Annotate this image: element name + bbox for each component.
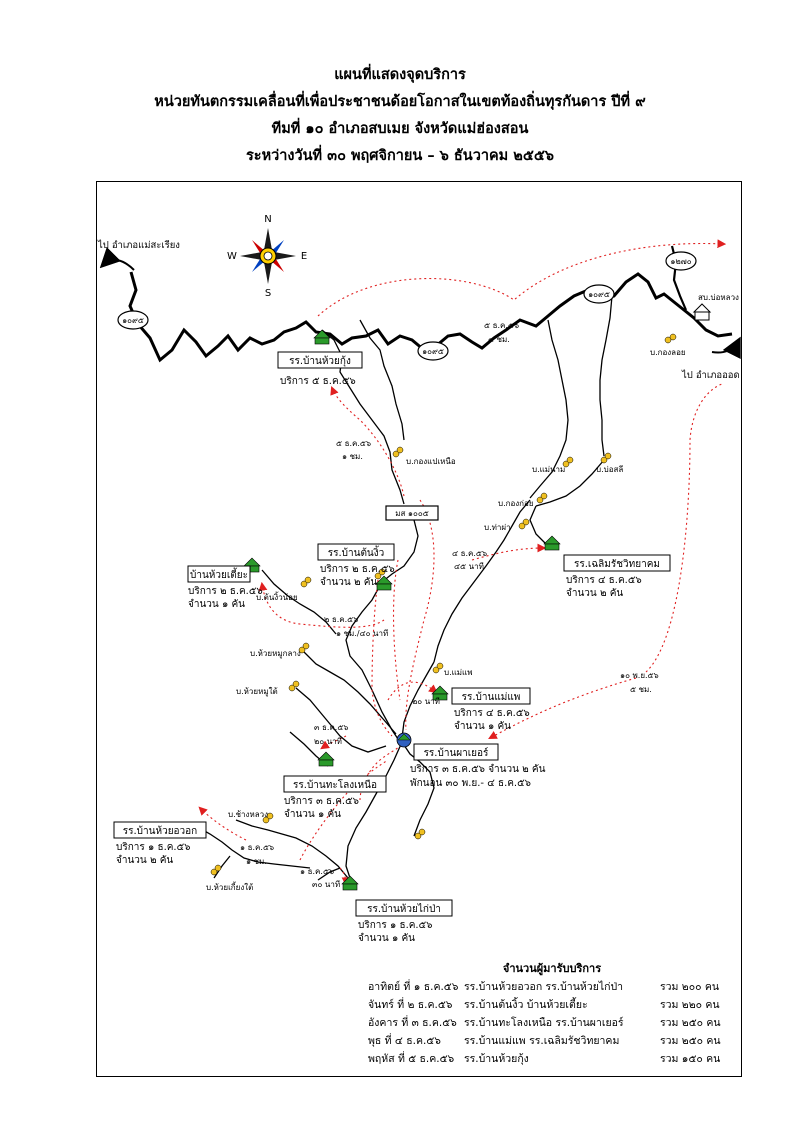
route-9-date: ๑๐ พ.ย.๕๖ xyxy=(620,671,659,680)
svg-text:รวม ๒๕๐ คน: รวม ๒๕๐ คน xyxy=(660,1035,721,1047)
svg-text:๑๐๙๕: ๑๐๙๕ xyxy=(588,290,610,299)
compass-s: S xyxy=(264,288,272,299)
route-1-time: ๔ ชม. xyxy=(488,335,510,344)
svg-text:รร.บ้านแม่แพ: รร.บ้านแม่แพ xyxy=(461,692,521,703)
svg-text:บริการ ๔ ธ.ค.๕๖: บริการ ๔ ธ.ค.๕๖ xyxy=(566,575,642,586)
route-6-time: ๒๐ นาที xyxy=(314,737,342,746)
route-3-date: ๔ ธ.ค.๕๖ xyxy=(452,549,488,558)
arrow-to-omkoi-icon xyxy=(712,342,738,353)
label-huai-khuen-tai: บ.ห้วยเกี้ยงใต้ xyxy=(206,883,254,892)
school-huai-ua[interactable] xyxy=(114,822,206,866)
summary-row-2 xyxy=(368,997,720,1011)
label-to-maesariang: ไป อำเภอแม่สะเรียง xyxy=(98,240,180,251)
route-6-date: ๓ ธ.ค.๕๖ xyxy=(314,723,349,732)
svg-text:รร.บ้านทะโลงเหนือ: รร.บ้านทะโลงเหนือ xyxy=(293,780,377,791)
route-9-time: ๕ ชม. xyxy=(630,685,652,694)
svg-text:รร.บ้านห้วยอวอก รร.บ้านห้วยไก่: รร.บ้านห้วยอวอก รร.บ้านห้วยไก่ป่า xyxy=(464,981,624,993)
label-kong-pae-nuea: บ.กองแปเหนือ xyxy=(406,457,456,466)
route-4-date: ๒ ธ.ค.๕๖ xyxy=(324,615,359,624)
label-mae-nam: บ.แม่นาม xyxy=(532,465,566,474)
svg-text:จำนวน ๑ คัน: จำนวน ๑ คัน xyxy=(188,599,245,610)
svg-text:จำนวน ๒ คัน: จำนวน ๒ คัน xyxy=(566,588,624,599)
svg-text:บริการ ๑ ธ.ค.๕๖: บริการ ๑ ธ.ค.๕๖ xyxy=(116,842,191,853)
svg-text:รร.บ้านห้วยไก่ป่า: รร.บ้านห้วยไก่ป่า xyxy=(367,904,441,915)
school-huai-kung[interactable] xyxy=(278,352,362,387)
compass-rose-icon xyxy=(240,228,296,284)
title-line-2: หน่วยทันตกรรมเคลื่อนที่เพื่อประชาชนด้อยโอกาสในเขตท้องถิ่นทุรกันดาร ปีที่ ๙ xyxy=(154,94,646,110)
base-camp-icon xyxy=(397,733,411,747)
svg-text:รวม ๒๐๐ คน: รวม ๒๐๐ คน xyxy=(660,981,720,993)
svg-text:รวม ๒๕๐ คน: รวม ๒๕๐ คน xyxy=(660,1017,721,1029)
svg-text:๑๒๗๐: ๑๒๗๐ xyxy=(670,257,692,266)
svg-text:รวม ๑๕๐ คน: รวม ๑๕๐ คน xyxy=(660,1053,721,1065)
summary-row-3 xyxy=(368,1015,721,1029)
route-8-time: ๓๐ นาที xyxy=(312,880,341,889)
service-summary xyxy=(368,962,721,1065)
svg-text:บริการ ๔ ธ.ค.๕๖: บริการ ๔ ธ.ค.๕๖ xyxy=(454,708,530,719)
svg-text:จำนวน ๑ คัน: จำนวน ๑ คัน xyxy=(358,933,415,944)
svg-text:รร.บ้านแม่แพ รร.เฉลิมรัชวิทยาค: รร.บ้านแม่แพ รร.เฉลิมรัชวิทยาคม xyxy=(464,1035,620,1047)
svg-text:จำนวน ๑ คัน: จำนวน ๑ คัน xyxy=(284,809,341,820)
svg-text:อาทิตย์ ที่ ๑ ธ.ค.๕๖: อาทิตย์ ที่ ๑ ธ.ค.๕๖ xyxy=(368,981,459,993)
school-huai-khian[interactable] xyxy=(188,566,263,610)
label-tha-pha: บ.ท่าผ่า xyxy=(484,523,511,532)
svg-text:รวม ๒๒๐ คน: รวม ๒๒๐ คน xyxy=(660,999,720,1011)
label-mae-phae: บ.แม่แพ xyxy=(444,668,473,677)
label-bo-sali: บ.บ่อสลี xyxy=(596,465,624,474)
svg-text:บริการ ๒ ธ.ค.๕๖: บริการ ๒ ธ.ค.๕๖ xyxy=(320,564,395,575)
label-chang-luang: บ.ช้างหลวง xyxy=(228,810,269,819)
svg-text:จำนวน ๑ คัน: จำนวน ๑ คัน xyxy=(454,721,511,732)
school-mae-phae[interactable] xyxy=(452,688,530,732)
arrow-to-maesariang-icon xyxy=(104,260,134,270)
road-shield-3 xyxy=(584,285,614,303)
svg-text:จำนวน ๒ คัน: จำนวน ๒ คัน xyxy=(320,577,378,588)
summary-row-4 xyxy=(368,1033,721,1047)
label-huai-mu-klang: บ.ห้วยหมูกลาง xyxy=(250,649,301,658)
svg-text:อังคาร ที่ ๓ ธ.ค.๕๖: อังคาร ที่ ๓ ธ.ค.๕๖ xyxy=(368,1017,457,1029)
school-tha-long-nuea[interactable] xyxy=(284,776,386,820)
svg-text:มส ๑๐๐๕: มส ๑๐๐๕ xyxy=(395,509,429,518)
svg-text:๑๐๙๕: ๑๐๙๕ xyxy=(122,316,144,325)
svg-text:บริการ ๓ ธ.ค.๕๖ จำนวน ๒ คัน: บริการ ๓ ธ.ค.๕๖ จำนวน ๒ คัน xyxy=(410,764,546,775)
route-1-date: ๕ ธ.ค.๕๖ xyxy=(484,321,520,330)
road-shield-4 xyxy=(666,252,696,270)
compass-e: E xyxy=(300,251,308,262)
svg-text:รร.บ้านต้นงิ้ว: รร.บ้านต้นงิ้ว xyxy=(327,548,385,559)
label-to-omkoi: ไป อำเภอออด xyxy=(682,370,740,381)
label-ton-ngio-noi: บ.ต้นงิ้วน้อย xyxy=(256,593,298,602)
svg-text:บริการ ๕ ธ.ค.๕๖: บริการ ๕ ธ.ค.๕๖ xyxy=(280,376,356,387)
svg-text:พักนอน ๓๐ พ.ย.- ๔ ธ.ค.๕๖: พักนอน ๓๐ พ.ย.- ๔ ธ.ค.๕๖ xyxy=(410,778,532,789)
svg-text:๑๐๙๕: ๑๐๙๕ xyxy=(422,347,444,356)
svg-text:รร.บ้านห้วยกุ้ง: รร.บ้านห้วยกุ้ง xyxy=(464,1053,529,1065)
road-shield-5 xyxy=(386,506,438,520)
summary-row-1 xyxy=(368,979,719,993)
school-huai-kai-pa[interactable] xyxy=(356,900,452,944)
svg-text:บริการ ๒ ธ.ค.๕๖: บริการ ๒ ธ.ค.๕๖ xyxy=(188,586,263,597)
svg-text:บริการ ๑ ธ.ค.๕๖: บริการ ๑ ธ.ค.๕๖ xyxy=(358,920,433,931)
route-2-date: ๕ ธ.ค.๕๖ xyxy=(336,439,372,448)
label-sob-bo-luang: สบ.บ่อหลวง xyxy=(698,293,739,302)
svg-text:รร.เฉลิมรัชวิทยาคม: รร.เฉลิมรัชวิทยาคม xyxy=(574,559,660,570)
svg-text:รร.บ้านห้วยกุ้ง: รร.บ้านห้วยกุ้ง xyxy=(289,356,351,367)
svg-text:บ้านห้วยเตี้ยะ: บ้านห้วยเตี้ยะ xyxy=(189,570,249,581)
compass-w: W xyxy=(227,251,237,262)
summary-heading: จำนวนผู้มารับบริการ xyxy=(502,962,602,975)
road-shield-2 xyxy=(418,342,448,360)
route-4-time: ๑ ชม./๔๐ นาที xyxy=(336,629,389,638)
title-line-3: ทีมที่ ๑๐ อำเภอสบเมย จังหวัดแม่ฮ่องสอน xyxy=(271,121,529,137)
village-markers xyxy=(211,334,676,875)
svg-text:รร.บ้านห้วยอวอก: รร.บ้านห้วยอวอก xyxy=(122,826,198,837)
route-8-date: ๑ ธ.ค.๕๖ xyxy=(300,867,335,876)
svg-text:รร.บ้านผาเยอร์: รร.บ้านผาเยอร์ xyxy=(423,748,489,759)
svg-text:รร.บ้านต้นงิ้ว บ้านห้วยเตี้ย: รร.บ้านต้นงิ้ว บ้านห้วยเตี้ยะ xyxy=(464,999,588,1011)
svg-text:พฤหัส ที่ ๕ ธ.ค.๕๖: พฤหัส ที่ ๕ ธ.ค.๕๖ xyxy=(368,1053,455,1065)
svg-text:บริการ ๓ ธ.ค.๕๖: บริการ ๓ ธ.ค.๕๖ xyxy=(284,796,360,807)
label-kong-koi: บ.กองก่อย xyxy=(498,499,534,508)
label-huai-mu-tai: บ.ห้วยหมูใต้ xyxy=(236,687,278,696)
title-line-1: แผนที่แสดงจุดบริการ xyxy=(334,67,466,83)
route-7-date: ๑ ธ.ค.๕๖ xyxy=(240,843,275,852)
health-station-icon xyxy=(694,304,710,320)
svg-text:รร.บ้านทะโลงเหนือ รร.บ้านผาเยอ: รร.บ้านทะโลงเหนือ รร.บ้านผาเยอร์ xyxy=(464,1017,624,1029)
school-chalermrat[interactable] xyxy=(564,555,670,599)
svg-text:พุธ ที่ ๔ ธ.ค.๕๖: พุธ ที่ ๔ ธ.ค.๕๖ xyxy=(368,1035,441,1047)
compass-n: N xyxy=(264,214,272,225)
route-5-time: ๒๐ นาที xyxy=(412,697,440,706)
route-2-time: ๑ ชม. xyxy=(342,452,363,461)
school-pha-yoe[interactable] xyxy=(410,744,546,789)
svg-text:จำนวน ๒ คัน: จำนวน ๒ คัน xyxy=(116,855,174,866)
summary-row-5 xyxy=(368,1051,720,1065)
route-3-time: ๔๕ นาที xyxy=(454,562,484,571)
label-kong-loi: บ.กองลอย xyxy=(650,348,686,357)
title-line-4: ระหว่างวันที่ ๓๐ พฤศจิกายน – ๖ ธันวาคม ๒๕๕๖ xyxy=(246,148,554,164)
road-shield-1 xyxy=(118,311,148,329)
route-7-time: ๑ ชม. xyxy=(246,857,267,866)
svg-text:จันทร์ ที่ ๒ ธ.ค.๕๖: จันทร์ ที่ ๒ ธ.ค.๕๖ xyxy=(368,999,453,1011)
